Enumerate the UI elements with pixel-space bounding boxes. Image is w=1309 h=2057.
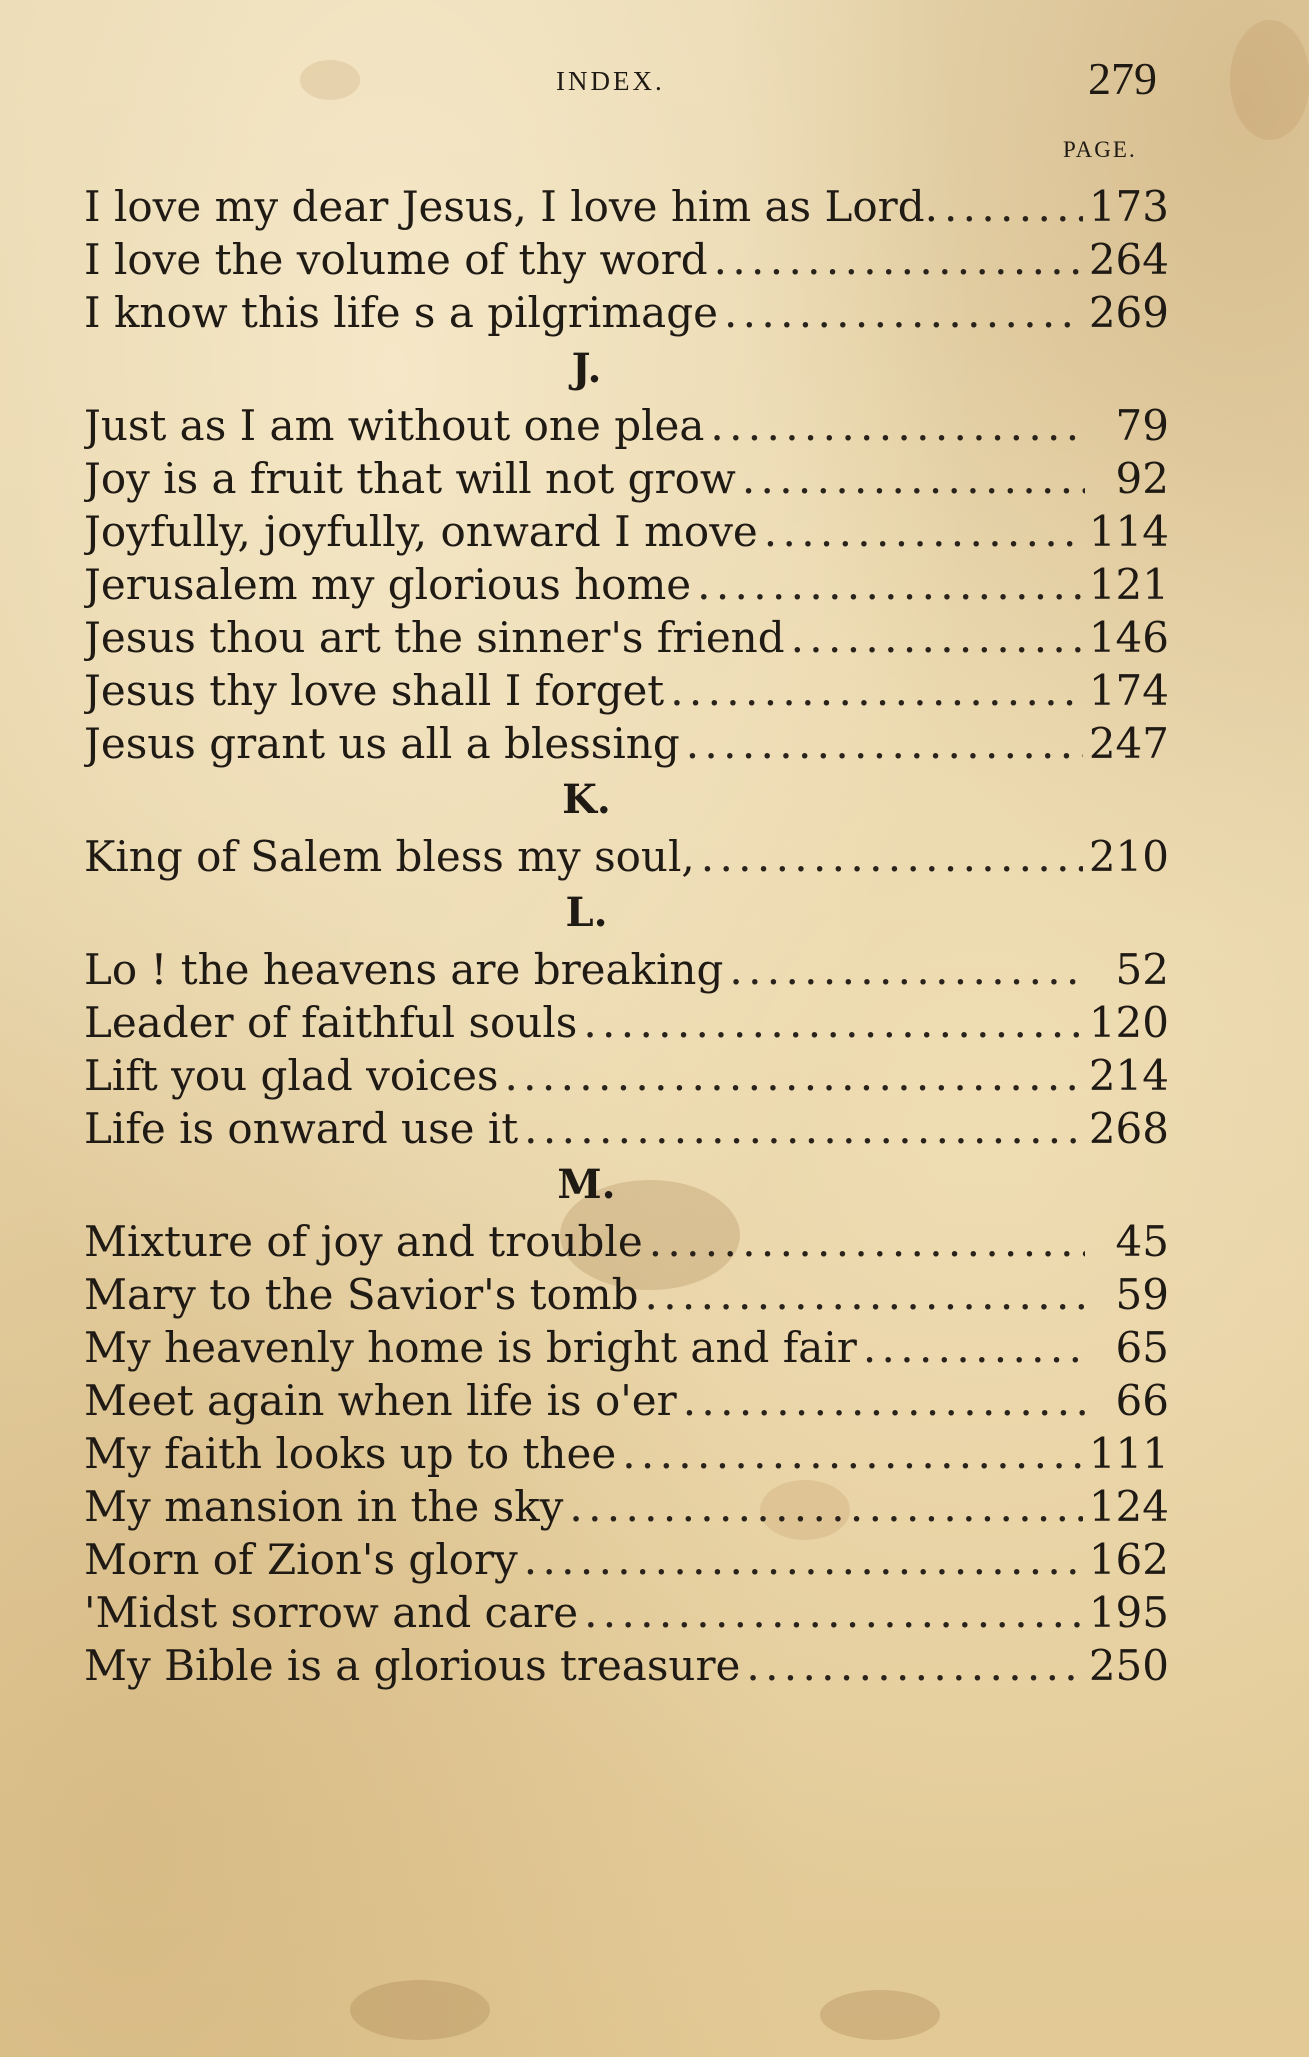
hymn-page-number: 162 — [1088, 1535, 1169, 1584]
foxing-stain — [820, 1990, 940, 2040]
hymn-title: Lift you glad voices — [84, 1051, 499, 1100]
hymn-title: Life is onward use it — [84, 1104, 519, 1153]
hymn-title: Jerusalem my glorious home — [84, 560, 692, 609]
dot-leader — [714, 233, 1083, 286]
hymn-title: Mary to the Savior's tomb — [84, 1270, 639, 1319]
section-letter: J. — [571, 345, 602, 392]
page-number: 279 — [1088, 53, 1157, 104]
index-entry — [84, 943, 1169, 996]
hymn-page-number: 174 — [1088, 666, 1169, 715]
hymn-title: Lo ! the heavens are breaking — [84, 945, 724, 994]
index-entry — [84, 1427, 1169, 1480]
hymn-page-number: 173 — [1088, 182, 1169, 231]
hymn-page-number: 65 — [1115, 1323, 1169, 1372]
running-head: INDEX. — [556, 66, 665, 96]
hymn-title: I love the volume of thy word — [84, 235, 708, 284]
hymn-page-number: 146 — [1088, 613, 1169, 662]
hymn-title: Jesus thou art the sinner's friend — [84, 613, 785, 662]
index-entry — [84, 664, 1169, 717]
index-entry — [84, 1049, 1169, 1102]
hymn-title: I know this life s a pilgrimage — [84, 288, 718, 337]
dot-leader — [569, 1480, 1082, 1533]
hymn-page-number: 247 — [1088, 719, 1169, 768]
dot-leader — [524, 1533, 1083, 1586]
dot-leader — [742, 452, 1085, 505]
hymn-page-number: 124 — [1088, 1482, 1169, 1531]
section-letter: K. — [562, 776, 611, 823]
hymn-page-number: 250 — [1088, 1641, 1169, 1690]
dot-leader — [764, 505, 1083, 558]
index-entry — [84, 399, 1169, 452]
hymn-page-number: 59 — [1115, 1270, 1169, 1319]
hymn-title: Jesus thy love shall I forget — [84, 666, 665, 715]
index-entry — [84, 505, 1169, 558]
dot-leader — [701, 830, 1083, 883]
hymn-title: Joyfully, joyfully, onward I move — [84, 507, 758, 556]
index-entry — [84, 180, 1169, 233]
hymn-page-number: 120 — [1088, 998, 1169, 1047]
hymn-title: Joy is a fruit that will not grow — [84, 454, 736, 503]
dot-leader — [729, 943, 1085, 996]
index-entry — [84, 1374, 1169, 1427]
dot-leader — [622, 1427, 1083, 1480]
hymn-page-number: 121 — [1088, 560, 1169, 609]
hymn-page-number: 264 — [1088, 235, 1169, 284]
dot-leader — [863, 1321, 1085, 1374]
index-entry — [84, 1268, 1169, 1321]
hymn-page-number: 66 — [1115, 1376, 1169, 1425]
index-entry — [84, 996, 1169, 1049]
hymn-page-number: 195 — [1088, 1588, 1169, 1637]
hymn-page-number: 210 — [1088, 832, 1169, 881]
index-entry — [84, 717, 1169, 770]
dot-leader — [670, 664, 1083, 717]
dot-leader — [697, 558, 1083, 611]
hymn-title: Jesus grant us all a blessing — [84, 719, 680, 768]
hymn-title: Just as I am without one plea — [84, 401, 705, 450]
index-entry — [84, 1321, 1169, 1374]
hymn-title: My faith looks up to thee — [84, 1429, 617, 1478]
hymn-page-number: 269 — [1088, 288, 1169, 337]
hymn-title: Mixture of joy and trouble — [84, 1217, 643, 1266]
hymn-title: My heavenly home is bright and fair — [84, 1323, 857, 1372]
index-entry — [84, 1215, 1169, 1268]
dot-leader — [683, 1374, 1085, 1427]
dot-leader — [710, 399, 1085, 452]
hymn-title: My Bible is a glorious treasure — [84, 1641, 741, 1690]
dot-leader — [791, 611, 1083, 664]
hymn-page-number: 214 — [1088, 1051, 1169, 1100]
hymn-title: 'Midst sorrow and care — [84, 1588, 579, 1637]
dot-leader — [584, 1586, 1083, 1639]
hymn-page-number: 92 — [1115, 454, 1169, 503]
hymn-title: Morn of Zion's glory — [84, 1535, 518, 1584]
dot-leader — [504, 1049, 1082, 1102]
index-entry — [84, 830, 1169, 883]
index-entry — [84, 1480, 1169, 1533]
dot-leader — [524, 1102, 1083, 1155]
hymn-page-number: 45 — [1115, 1217, 1169, 1266]
hymn-title: Meet again when life is o'er — [84, 1376, 677, 1425]
index-entry — [84, 611, 1169, 664]
dot-leader — [686, 717, 1083, 770]
hymn-page-number: 79 — [1115, 401, 1169, 450]
index-entry — [84, 558, 1169, 611]
hymn-title: My mansion in the sky — [84, 1482, 564, 1531]
hymn-page-number: 52 — [1115, 945, 1169, 994]
page-header — [0, 52, 1309, 112]
dot-leader — [944, 180, 1083, 233]
index-entry — [84, 1639, 1169, 1692]
index-entry — [84, 1586, 1169, 1639]
section-letter: M. — [557, 1161, 616, 1208]
index-entry — [84, 1102, 1169, 1155]
dot-leader — [746, 1639, 1082, 1692]
dot-leader — [649, 1215, 1085, 1268]
index-entry — [84, 233, 1169, 286]
index-entry — [84, 286, 1169, 339]
index-entry — [84, 452, 1169, 505]
hymn-title: I love my dear Jesus, I love him as Lord. — [84, 182, 938, 231]
dot-leader — [583, 996, 1082, 1049]
page-column-heading: PAGE. — [1063, 137, 1137, 162]
index-list — [84, 180, 1169, 1692]
hymn-page-number: 268 — [1088, 1104, 1169, 1153]
dot-leader — [724, 286, 1083, 339]
hymn-title: Leader of faithful souls — [84, 998, 578, 1047]
hymn-title: King of Salem bless my soul, — [84, 832, 695, 881]
foxing-stain — [350, 1980, 490, 2040]
hymn-page-number: 111 — [1088, 1429, 1169, 1478]
section-letter: L. — [565, 889, 608, 936]
dot-leader — [645, 1268, 1085, 1321]
index-entry — [84, 1533, 1169, 1586]
hymn-page-number: 114 — [1088, 507, 1169, 556]
